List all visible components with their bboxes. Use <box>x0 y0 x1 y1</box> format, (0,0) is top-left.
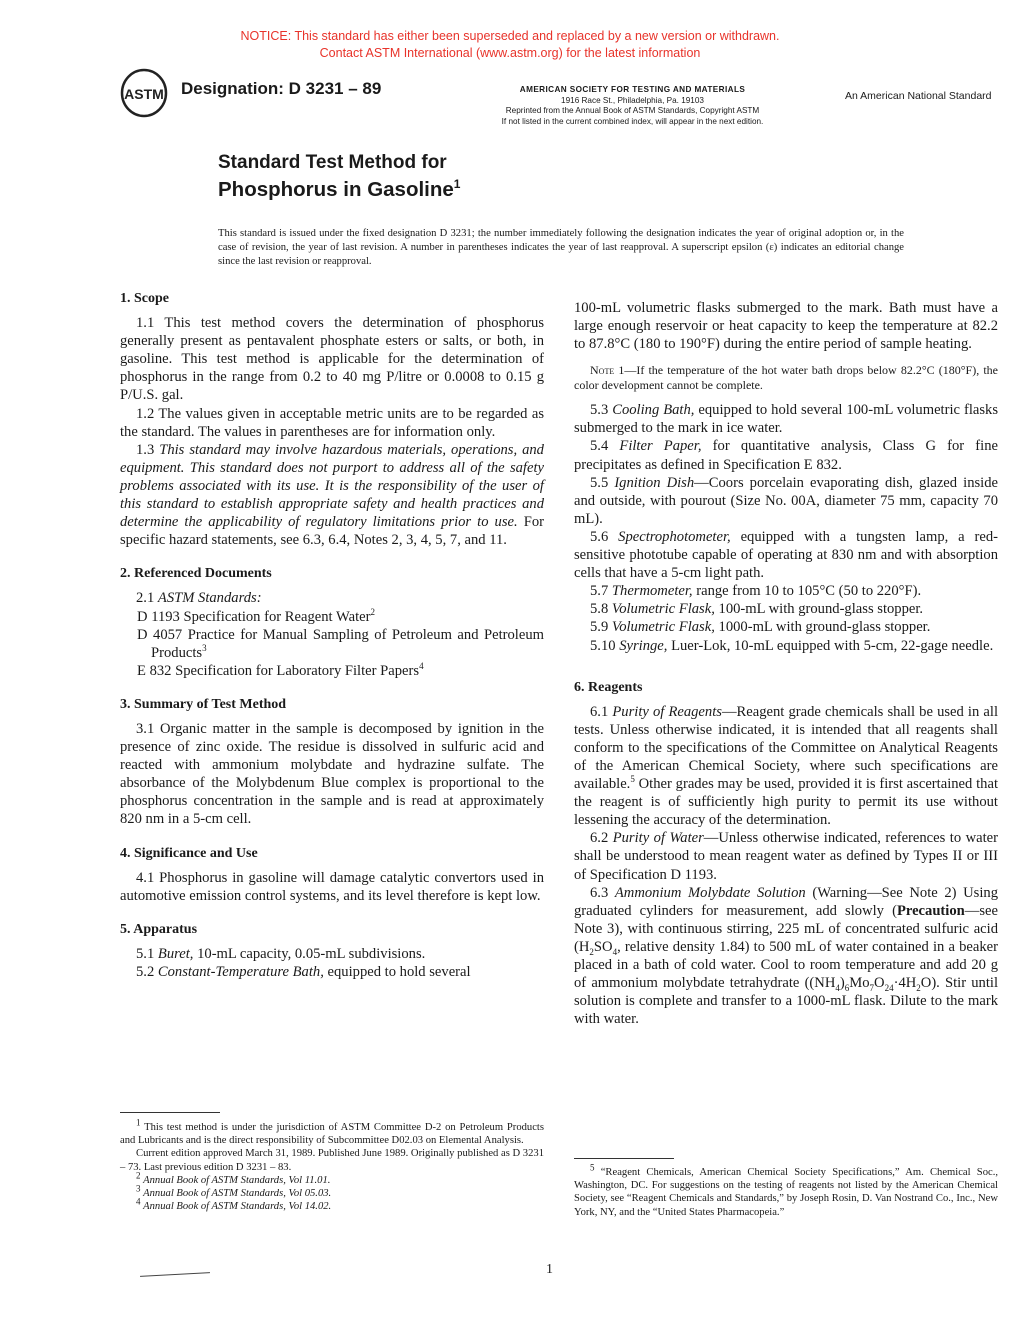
apparatus-5-1: 5.1 Buret, 10-mL capacity, 0.05-mL subdivisions. <box>136 945 426 962</box>
bath-continuation: 100-mL volumetric flasks submerged to the mark. Bath must have a large enough reservoir or heat capacity to keep the temperature at 82.2 to 87.8°C (180 to 190°F) during the entire period of sample heating. <box>574 300 998 353</box>
apparatus-5-5: 5.5 Ignition Dish—Coors porcelain evaporating dish, glazed inside and outside, with pourout (Size No. 00A, diameter 75 mm, capacity 70 mL). <box>574 474 998 527</box>
significance-heading: 4. Significance and Use <box>120 845 258 861</box>
reagents-6-1: 6.1 Purity of Reagents—Reagent grade chemicals shall be used in all tests. Unless otherwise indicated, it is intended that all reagents shall conform to the specifications of the Committee on Analytical Reagents of the American Chemical Society, where such specifications are available.$^5$ Other grades may be used, provided it is first ascertained that the reagent is of sufficiently high purity to permit its use without lessening the accuracy of the determination. <box>574 703 998 829</box>
document-title <box>218 150 460 204</box>
apparatus-5-6: 5.6 Spectrophotometer, equipped with a tungsten lamp, a red-sensitive phototube capable of operating at 830 nm and with absorption cells that have a 5-cm light path. <box>574 528 999 582</box>
summary-3-1: 3.1 Organic matter in the sample is decomposed by ignition in the presence of zinc oxide. The residue is dissolved in sulfuric acid and reacted with ammonium molybdate and hydrazine sulfate. The absorbance of the Molybdenum Blue complex is proportional to the phosphorus concentration in the sample and is read at approximately 820 nm in a 5-cm cell. <box>120 720 544 828</box>
title-footnote-mark: 1 <box>453 177 461 192</box>
significance-4-1: 4.1 Phosphorus in gasoline will damage catalytic convertors used in automotive emission control systems, and its level therefore is kept low. <box>120 869 544 904</box>
note-1: Note 1—If the temperature of the hot water bath drops below 82.2°C (180°F), the color development cannot be complete. <box>574 363 998 393</box>
society-name: AMERICAN SOCIETY FOR TESTING AND MATERIALS <box>519 85 746 94</box>
national-standard-label: An American National Standard <box>845 90 992 102</box>
society-block <box>455 85 810 127</box>
referenced-documents-heading: 2. Referenced Documents <box>120 566 272 582</box>
footnote-rule-right <box>574 1158 674 1159</box>
scope-1-1: 1.1 This test method covers the determination of phosphorus generally present as pentavalent phosphate esters or salts, or both, in gasoline. This test method is applicable for the determination of phosphorus in the range from 0.2 to 40 mg P/litre or 0.0008 to 0.15 g P/U.S. gal. <box>120 315 544 404</box>
footnote-3: $^3$ Annual Book of ASTM Standards, Vol 05.03. <box>136 1183 332 1200</box>
reagents-6-2: 6.2 Purity of Water—Unless otherwise indicated, references to water shall be understood to mean reagent water as defined by Types II or III of Specification D 1193. <box>574 830 998 883</box>
astm-logo <box>120 68 168 118</box>
apparatus-5-2: 5.2 Constant-Temperature Bath, equipped to hold several <box>136 964 471 980</box>
footnote-5: $^5$ “Reagent Chemicals, American Chemical Society Specifications,” Am. Chemical Soc., Washington, DC. For suggestions on the testing of reagents not listed by the American Chemical Society, see “Reagent Chemicals and Standards,” by Joseph Rosin, D. Van Nostrand Co., Inc., New York, NY, and the “United States Pharmacopeia.” <box>574 1162 998 1218</box>
reprint-line: Reprinted from the Annual Book of ASTM Standards, Copyright ASTM <box>505 106 760 116</box>
footnote-rule-left <box>120 1112 220 1113</box>
apparatus-5-8: 5.8 Volumetric Flask, 100-mL with ground-glass stopper. <box>590 601 924 618</box>
society-address: 1916 Race St., Philadelphia, Pa. 19103 <box>561 95 704 105</box>
title-line-1: Standard Test Method for <box>218 152 447 173</box>
logo-text: ASTM <box>124 86 164 102</box>
scope-heading: 1. Scope <box>120 291 169 306</box>
page-number: 1 <box>546 1262 553 1277</box>
apparatus-heading: 5. Apparatus <box>120 921 198 937</box>
apparatus-5-4: 5.4 Filter Paper, for quantitative analysis, Class G for fine precipitates as defined in Specification E 832. <box>574 438 998 473</box>
notice-line-1: NOTICE: This standard has either been superseded and replaced by a new version or withdrawn. <box>240 29 780 43</box>
notice-line-2: Contact ASTM International (www.astm.org) for the latest information <box>319 46 701 60</box>
scan-mark-line <box>140 1272 210 1277</box>
left-column <box>120 290 544 981</box>
reagents-6-3: 6.3 Ammonium Molybdate Solution (Warning—See Note 2) Using graduated cylinders for measurement, add slowly (Precaution—see Note 3), with continuous stirring, 225 mL of concentrated sulfuric acid ($H_2SO_4$, relative density 1.84) to 500 mL of water contained in a beaker placed in a bath of cold water. Cool to room temperature and add 20 g of ammonium molybdate tetrahydrate $((NH_4)_6Mo_7O_{24}\cdot 4H_2O)$. Stir until solution is complete and transfer to a 1000-mL flask. Dilute to the mark with water. <box>574 884 999 1028</box>
reagents-heading: 6. Reagents <box>574 679 643 695</box>
scope-1-2: 1.2 The values given in acceptable metric units are to be regarded as the standard. The values in parentheses are for information only. <box>120 405 544 440</box>
notice-banner <box>0 28 1020 62</box>
scope-1-3: 1.3 This standard may involve hazardous materials, operations, and equipment. This standard does not purport to address all of the safety problems associated with its use. It is the responsibility of the user of this standard to establish appropriate safety and health practices and determine the applicability of regulatory limitations prior to use. For specific hazard statements, see 6.3, 6.4, Notes 2, 3, 4, 5, 7, and 11. <box>120 441 544 549</box>
title-line-2: Phosphorus in Gasoline$^1$ <box>218 177 461 201</box>
ref-2-1: 2.1 ASTM Standards: <box>136 590 262 607</box>
footnote-1-edition: Current edition approved March 31, 1989. Published June 1989. Originally published as D 3231 – 73. Last previous edition D 3231 – 83. <box>120 1148 544 1173</box>
ref-e832: E 832 Specification for Laboratory Filter Papers$^4$ <box>137 660 424 679</box>
index-note: If not listed in the current combined index, will appear in the next edition. <box>501 116 764 126</box>
footnotes-right <box>574 1162 998 1219</box>
issued-statement: This standard is issued under the fixed designation D 3231; the number immediately following the designation indicates the year of original adoption or, in the case of revision, the year of last revision. A number in parentheses indicates the year of last reapproval. A superscript epsilon (ε) indicates an editorial change since the last revision or reapproval. <box>218 228 904 267</box>
footnote-4: $^4$ Annual Book of ASTM Standards, Vol 14.02. <box>136 1196 332 1213</box>
footnotes-left <box>120 1117 544 1213</box>
apparatus-5-10: 5.10 Syringe, Luer-Lok, 10-mL equipped with 5-cm, 22-gage needle. <box>590 637 994 654</box>
apparatus-5-7: 5.7 Thermometer, range from 10 to 105°C (50 to 220°F). <box>590 583 922 600</box>
footnote-2: $^2$ Annual Book of ASTM Standards, Vol 11.01. <box>136 1170 331 1186</box>
apparatus-5-9: 5.9 Volumetric Flask, 1000-mL with ground-glass stopper. <box>590 619 931 636</box>
footnote-1: $^1$ This test method is under the jurisdiction of ASTM Committee D-2 on Petroleum Products and Lubricants and is the direct responsibility of Subcommittee D02.03 on Elemental Analysis. <box>120 1117 544 1147</box>
right-column <box>574 299 998 1028</box>
apparatus-5-3: 5.3 Cooling Bath, equipped to hold several 100-mL volumetric flasks submerged to the mark in ice water. <box>574 402 999 437</box>
summary-heading: 3. Summary of Test Method <box>120 696 287 712</box>
ref-d1193: D 1193 Specification for Reagent Water$^2$ <box>137 606 375 625</box>
designation: Designation: D 3231 – 89 <box>181 79 382 98</box>
ref-d4057: D 4057 Practice for Manual Sampling of Petroleum and Petroleum Products$^3$ <box>137 626 544 661</box>
